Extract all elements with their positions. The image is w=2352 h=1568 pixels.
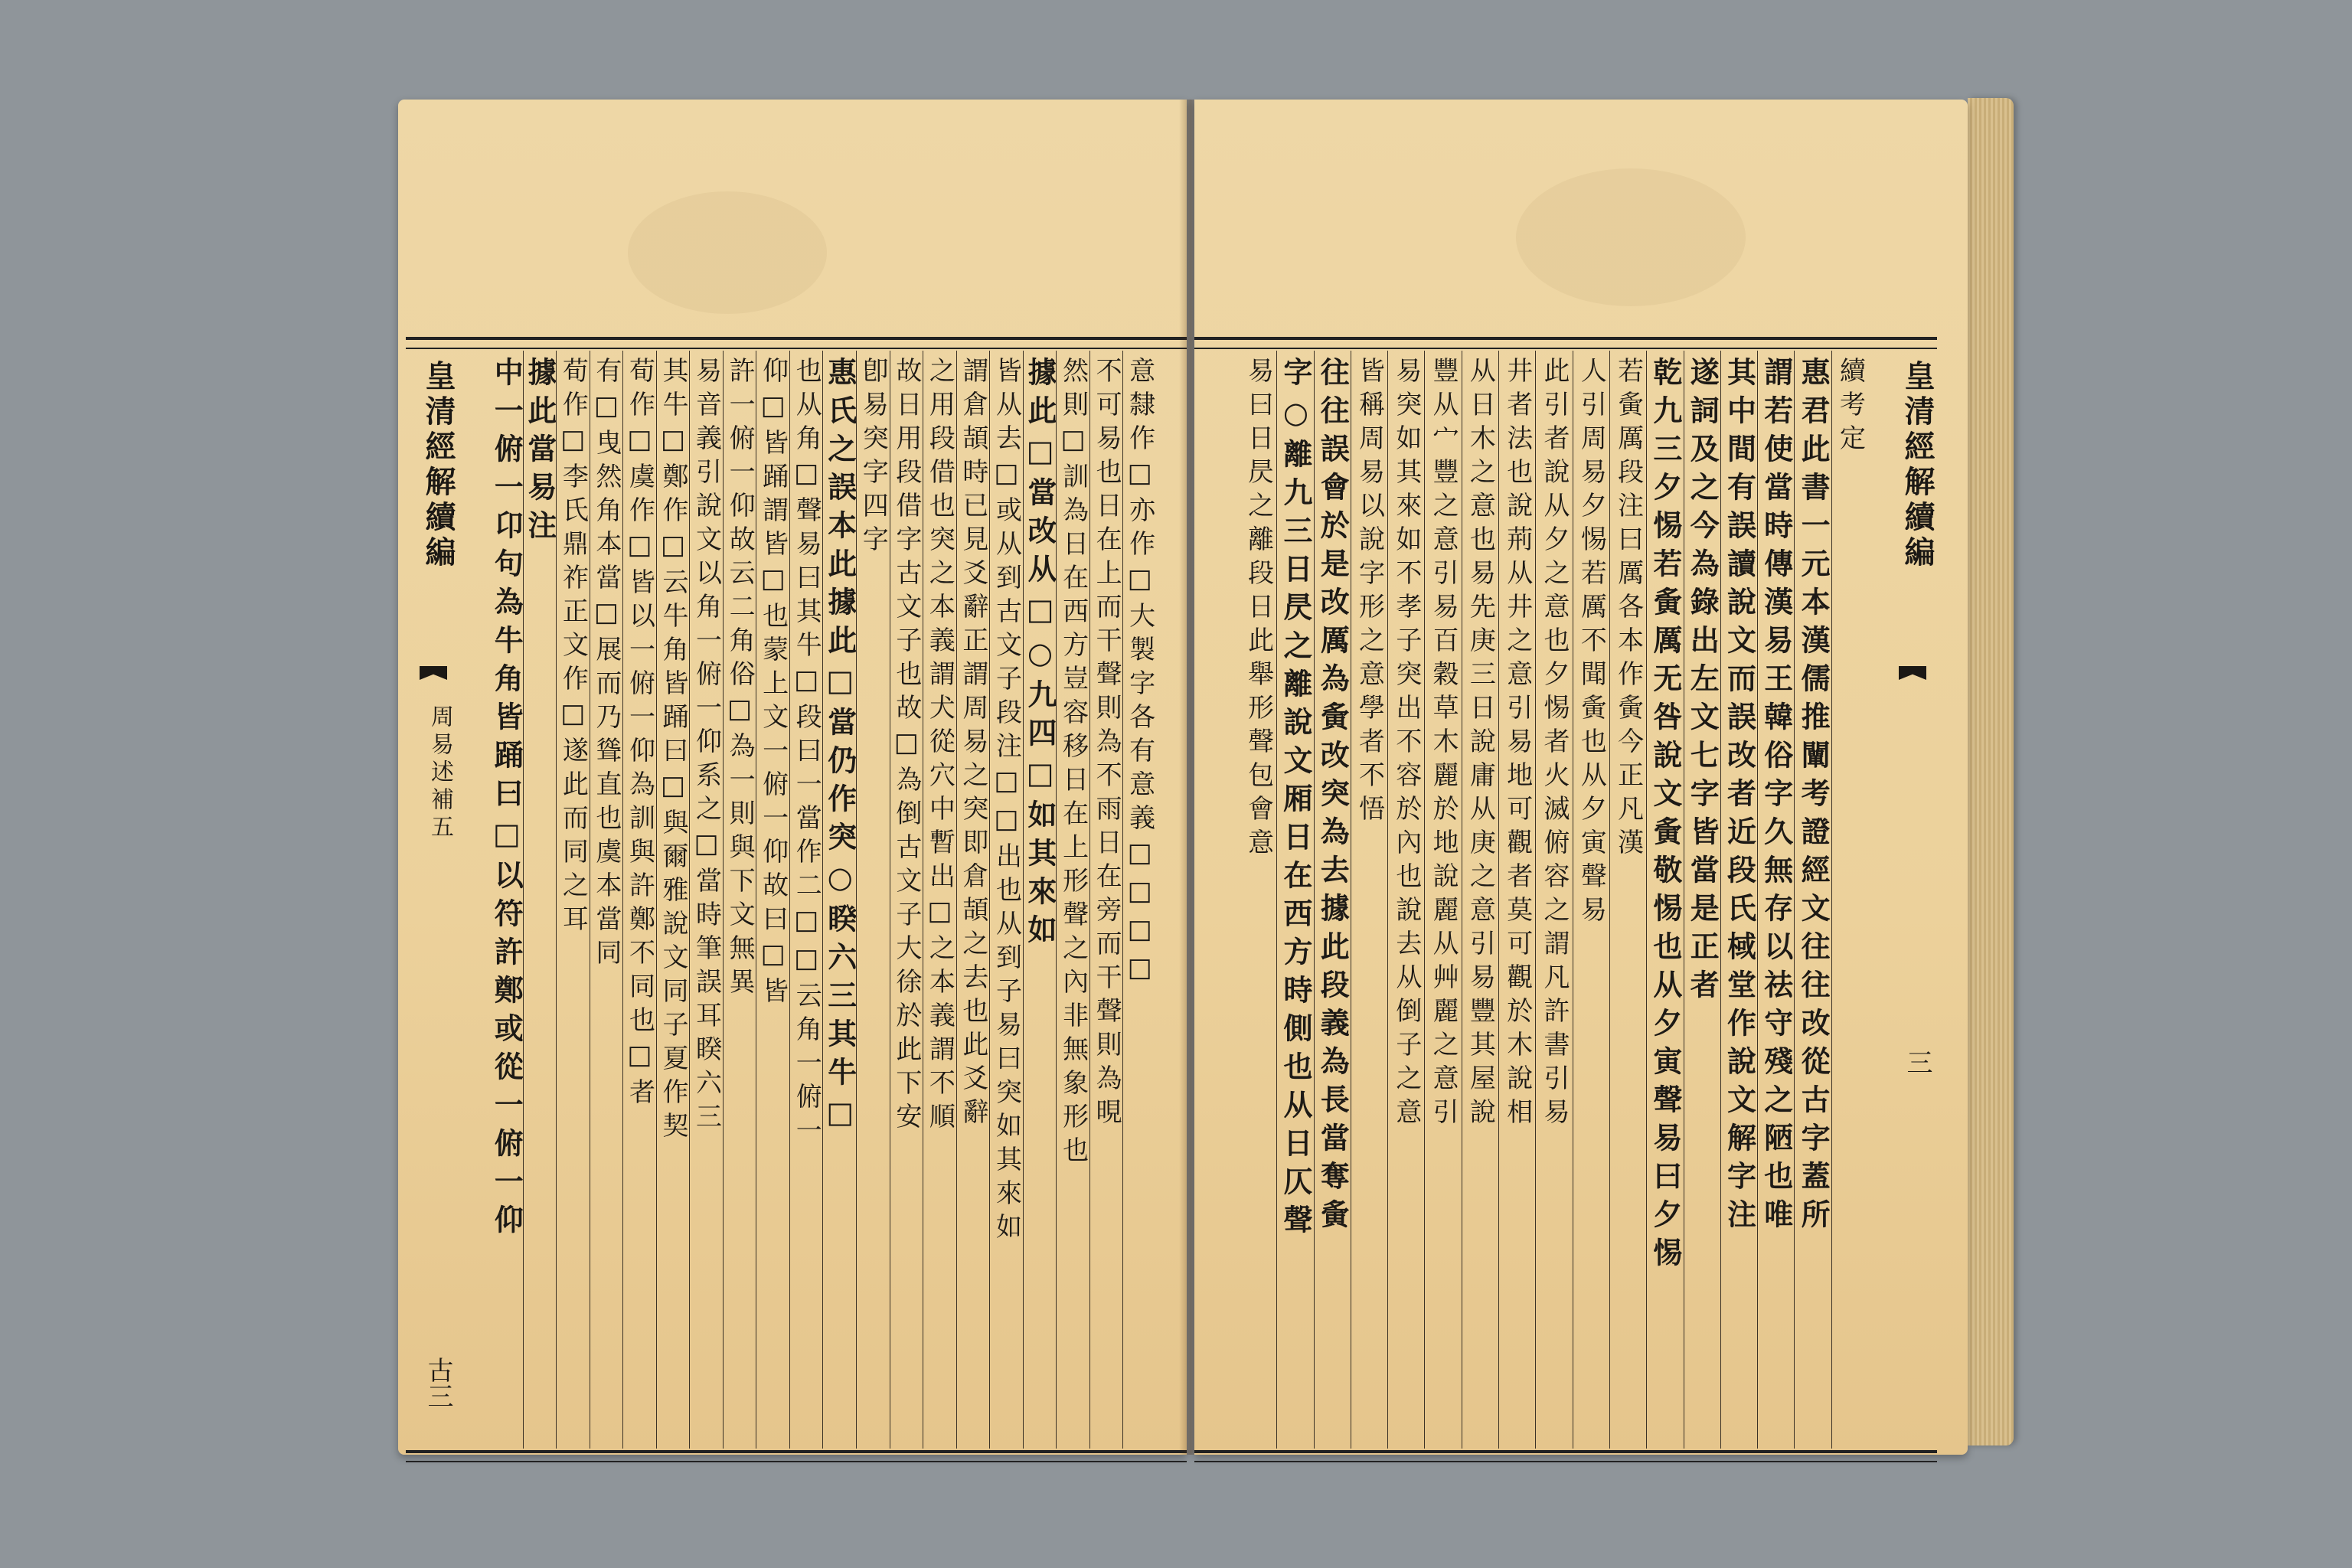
column-text: 惠君此書一元本漢儒推闡考證經文往往改從古字蓋所 (1796, 357, 1831, 1237)
text-column (1462, 351, 1498, 1449)
text-column (622, 351, 656, 1449)
column-text: 字○離九三日昃之離說文厢日在西方時側也从日仄聲 (1278, 357, 1313, 1243)
margin-title: 皇清經解續編 (420, 360, 456, 571)
text-column (1684, 351, 1720, 1449)
column-text: 有□曳然角本當□展而乃聳直也虞本當同 (590, 357, 622, 972)
text-column (490, 351, 523, 1449)
right-text-columns (1240, 351, 1868, 1449)
text-column (1056, 351, 1089, 1449)
top-border-rule (406, 337, 1187, 349)
column-text: 許一俯一仰故云二角俗□為一則與下文無異 (724, 357, 756, 1001)
margin-page-number: 古三 (423, 1357, 453, 1409)
text-column (590, 351, 623, 1449)
bottom-border-rule (406, 1450, 1187, 1462)
text-column (890, 351, 923, 1449)
left-text-columns (490, 351, 1156, 1449)
left-page (398, 100, 1187, 1455)
column-text: 謂若使當時傳漢易王韓俗字久無存以祛守殘之陋也唯 (1759, 357, 1794, 1237)
column-text: 惠氏之誤本此據此□當仍作突○睽六三其牛□ (822, 357, 858, 1138)
text-column (1351, 351, 1387, 1449)
margin-section: 周易述補五 (426, 704, 453, 842)
text-column (1794, 351, 1831, 1449)
text-column (523, 351, 557, 1449)
column-text: 之用段借也突之本義謂犬從穴中暫出□之本義謂不順 (924, 357, 956, 1136)
column-text: 皆从去□或从到古文子段注□□出也从到子易曰突如其來如 (991, 357, 1022, 1246)
column-text: 不可易也日在上而干聲則為不雨日在旁而干聲則為晛 (1091, 357, 1122, 1132)
text-column (1573, 351, 1609, 1449)
paper-stain (1516, 168, 1746, 306)
text-column (1276, 351, 1313, 1449)
column-text: 也从角□聲易曰其牛□段曰一當作二□□云角一俯一 (791, 357, 822, 1150)
text-column (556, 351, 590, 1449)
column-text: 其牛□鄭作□云牛角皆踊曰□與爾雅說文同子夏作契 (658, 357, 688, 1145)
fish-tail-mark-icon (1899, 666, 1926, 680)
column-text: 仰□皆踊謂皆□也蒙上文一俯一仰故曰□皆 (757, 357, 789, 1011)
text-column (1720, 351, 1757, 1449)
page-edges (1968, 98, 2014, 1446)
text-column (789, 351, 823, 1449)
open-book (398, 90, 2014, 1461)
text-column (1831, 351, 1868, 1449)
column-text: 意隸作□亦作□大製字各有意義□□□□ (1124, 357, 1155, 991)
column-text: 易曰日昃之離段日此舉形聲包會意 (1243, 357, 1274, 862)
column-text: 續考定 (1834, 357, 1866, 458)
fish-tail-mark-icon (420, 666, 447, 680)
column-text: 遂詞及之今為錄出左文七字皆當是正者 (1685, 357, 1720, 1008)
column-text: 豐从宀豐之意引易百穀草木麗於地說麗从艸麗之意引 (1428, 357, 1459, 1132)
text-column (1609, 351, 1646, 1449)
right-text-frame (1194, 337, 1937, 1462)
column-text: 此引者說从夕之意也夕惕者火滅俯容之謂凡許書引易 (1539, 357, 1570, 1132)
column-text: 中一俯一卬句為牛角皆踊曰□以符許鄭或從一俯一仰 (489, 357, 524, 1243)
right-page (1194, 100, 1968, 1455)
text-column (1240, 351, 1276, 1449)
column-text: 往往誤會於是改厲為夤改突為去據此段義為長當奪夤 (1315, 357, 1351, 1237)
column-text: 从日木之意也易先庚三日說庸从庚之意引易豐其屋說 (1465, 357, 1496, 1132)
column-text: 易突如其來如不孝子突出不容於內也說去从倒子之意 (1390, 357, 1422, 1132)
top-border-rule (1194, 337, 1937, 349)
column-text: 然則□訓為日在西方豈容移日在上形聲之內非無象形也 (1057, 357, 1089, 1170)
column-text: 易音義引說文以角一俯一仰系之□當時筆誤耳睽六三 (691, 357, 722, 1136)
margin-title: 皇清經解續編 (1900, 360, 1936, 571)
text-column (1757, 351, 1794, 1449)
bottom-border-rule (1194, 1450, 1937, 1462)
column-text: 荀作□虞作□皆以一俯一仰為訓與許鄭不同也□者 (624, 357, 655, 1112)
paper-stain (628, 191, 827, 314)
text-column (989, 351, 1023, 1449)
column-text: 皆稱周易以說字形之意學者不悟 (1354, 357, 1385, 828)
text-column (689, 351, 723, 1449)
column-text: 據此當易注 (522, 357, 557, 548)
column-text: 其中間有誤讀說文而誤改者近段氏棫堂作說文解字注 (1722, 357, 1757, 1237)
left-text-frame (406, 337, 1187, 1462)
text-column (1314, 351, 1351, 1449)
text-column (1646, 351, 1683, 1449)
text-column (1387, 351, 1424, 1449)
text-column (723, 351, 756, 1449)
text-column (1535, 351, 1572, 1449)
text-column (656, 351, 690, 1449)
column-text: 謂倉頡時已見爻辭正謂周易之突即倉頡之去也此爻辭 (957, 357, 988, 1132)
text-column (1122, 351, 1156, 1449)
text-column (1023, 351, 1057, 1449)
text-column (1424, 351, 1461, 1449)
column-text: 荀作□李氏鼎祚正文作□遂此而同之耳 (557, 357, 589, 939)
left-block-margin (412, 345, 458, 1455)
column-text: 乾九三夕惕若夤厲无咎說文夤敬惕也从夕寅聲易曰夕惕 (1648, 357, 1683, 1276)
margin-page-number: 三 (1902, 1049, 1932, 1075)
text-column (1498, 351, 1535, 1449)
text-column (822, 351, 856, 1449)
text-column (923, 351, 956, 1449)
column-text: 卽易突字四字 (858, 357, 889, 559)
right-block-margin (1891, 345, 1937, 1455)
column-text: 井者法也說荊从井之意引易地可觀者莫可觀於木說相 (1501, 357, 1533, 1132)
column-text: 人引周易夕惕若厲不聞夤也从夕寅聲易 (1576, 357, 1607, 929)
text-column (956, 351, 990, 1449)
column-text: 若夤厲段注曰厲各本作夤今正凡漢 (1612, 357, 1644, 862)
column-text: 據此□當改从□○九四□如其來如 (1023, 357, 1058, 952)
column-text: 故日用段借字古文子也故□為倒古文子大徐於此下安 (890, 357, 922, 1136)
text-column (756, 351, 789, 1449)
text-column (856, 351, 890, 1449)
text-column (1089, 351, 1123, 1449)
